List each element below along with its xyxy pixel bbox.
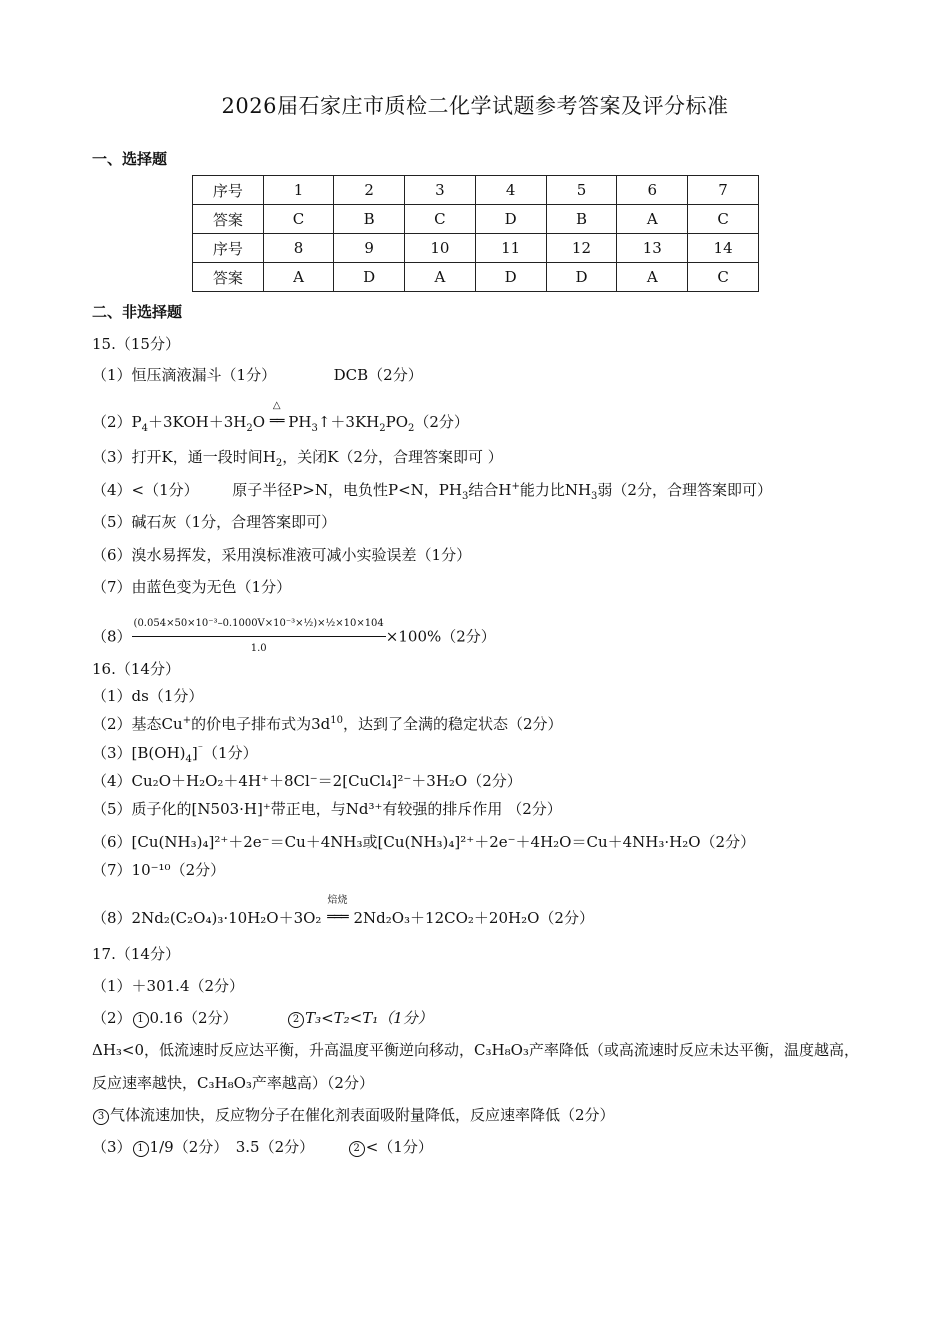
q16-part1: （1）ds（1分） — [92, 687, 204, 705]
page-title: 2026届石家庄市质检二化学试题参考答案及评分标准 — [221, 94, 729, 118]
q15-part4: （4）<（1分） 原子半径P>N，电负性P<N，$PH_3$结合H+能力比$NH_3$弱（2分，合理答案即可） — [92, 481, 772, 502]
q17-part2-3: 3 气体流速加快，反应物分子在催化剂表面吸附量降低，反应速率降低（2分） — [92, 1105, 615, 1125]
q16-part2: （2）基态Cu+的价电子排布式为$3d^{10}$，达到了全满的稳定状态（2分） — [92, 715, 563, 733]
q17-part1: （1）＋301.4（2分） — [92, 977, 245, 995]
q16-heading: 16.（14分） — [92, 660, 180, 678]
q16-part6: （6）[Cu(NH₃)₄]²⁺＋2e⁻＝Cu＋4NH₃或[Cu(NH₃)₄]²⁺＋2e⁻＋4H₂O＝Cu＋4NH₃·H₂O（2分） — [92, 833, 756, 851]
q15-part2-equation: $(2)P_4+3KOH+3H_2O$ △ ══ $PH_3↑+3KH_2PO_2(2$分） — [92, 400, 469, 434]
q17-heading: 17.（14分） — [92, 945, 180, 963]
table-cell: 3 — [404, 176, 475, 205]
q15-part8: （8） $\frac{\text{(0.054×50×10⁻³–0.1000V×10⁻³×½)×½×10×104}}{1.0}$ ×100%（2分） — [92, 614, 496, 659]
circled-number: 3 — [93, 1109, 109, 1125]
q16-part7: （7）10⁻¹⁰（2分） — [92, 861, 226, 879]
table-row-header: 答案 — [193, 263, 264, 292]
q15-part7: （7）由蓝色变为无色（1分） — [92, 578, 292, 596]
section-nonchoice-heading: 二、非选择题 — [92, 303, 183, 321]
table-cell: 10 — [404, 234, 475, 263]
q15-part6: （6）溴水易挥发，采用溴标准液可减小实验误差（1分） — [92, 546, 472, 564]
q17-part3: （3） 1 1/9（2分） 3.5（2分） 2 <（1分） — [92, 1138, 433, 1156]
table-cell: C — [404, 205, 475, 234]
q16-part3: $(3)[B(OH)_4]^{^-}(1$分） — [92, 744, 258, 765]
table-cell: C — [688, 205, 759, 234]
q15-part1-a: （1）恒压滴液漏斗（1分） — [92, 366, 277, 384]
q15-part3: （3）打开K，通一段时间$H_2$，关闭K（2分，合理答案即可 ） — [92, 448, 503, 469]
table-cell: 12 — [546, 234, 617, 263]
circled-number: 1 — [133, 1012, 149, 1028]
table-row — [193, 205, 759, 234]
table-cell: A — [263, 263, 334, 292]
table-row-header: 答案 — [193, 205, 264, 234]
roast-condition-equals: 焙烧 ═══ — [327, 895, 348, 925]
table-cell: D — [546, 263, 617, 292]
circled-number: 1 — [133, 1141, 149, 1157]
table-cell: 14 — [688, 234, 759, 263]
table-cell: C — [263, 205, 334, 234]
q16-part8-equation: （8）2Nd₂(C₂O₄)₃·10H₂O＋3O₂ 焙烧 ═══ 2Nd₂O₃＋12CO₂＋20H₂O（2分） — [92, 895, 594, 927]
table-row-header: 序号 — [193, 234, 264, 263]
circled-number: 2 — [349, 1141, 365, 1157]
table-cell: D — [475, 263, 546, 292]
table-row — [193, 263, 759, 292]
table-cell: D — [334, 263, 405, 292]
table-row — [193, 234, 759, 263]
circled-number: 2 — [288, 1012, 304, 1028]
table-cell: A — [404, 263, 475, 292]
q15-heading: 15.（15分） — [92, 335, 180, 353]
table-cell: 1 — [263, 176, 334, 205]
q17-paragraph: ΔH₃<0，低流速时反应达平衡，升高温度平衡逆向移动，C₃H₈O₃产率降低（或高流速时反应未达平衡，温度越高，反应速率越快，C₃H₈O₃产率越高）（2分） — [92, 1041, 859, 1092]
q15-part1 — [92, 365, 423, 385]
table-cell: A — [617, 263, 688, 292]
table-cell: 11 — [475, 234, 546, 263]
table-cell: 8 — [263, 234, 334, 263]
table-cell: D — [475, 205, 546, 234]
section-choice-heading: 一、选择题 — [92, 150, 168, 168]
q15-part5: （5）碱石灰（1分，合理答案即可） — [92, 513, 337, 531]
answer-table — [192, 175, 759, 292]
table-cell: B — [334, 205, 405, 234]
q15-part1-b: DCB（2分） — [333, 366, 423, 384]
table-cell: 9 — [334, 234, 405, 263]
table-row-header: 序号 — [193, 176, 264, 205]
table-cell: 7 — [688, 176, 759, 205]
table-cell: 13 — [617, 234, 688, 263]
table-row — [193, 176, 759, 205]
table-cell: 4 — [475, 176, 546, 205]
table-cell: C — [688, 263, 759, 292]
table-cell: 6 — [617, 176, 688, 205]
table-cell: 5 — [546, 176, 617, 205]
q16-part5: （5）质子化的[N503·H]⁺带正电，与Nd³⁺有较强的排斥作用 （2分） — [92, 800, 562, 818]
q15-fraction: $\frac{\text{(0.054×50×10⁻³–0.1000V×10⁻³×½)×½×10×104}}{1.0}$ — [132, 614, 386, 659]
q17-part2: （2） 1 0.16（2分） 2 T₃<T₂<T₁（1分） — [92, 1009, 433, 1027]
heat-condition-equals: △ ══ — [269, 400, 284, 429]
q16-part4: （4）Cu₂O＋H₂O₂＋4H⁺＋8Cl⁻＝2[CuCl₄]²⁻＋3H₂O（2分） — [92, 772, 522, 790]
table-cell: 2 — [334, 176, 405, 205]
table-cell: A — [617, 205, 688, 234]
table-cell: B — [546, 205, 617, 234]
